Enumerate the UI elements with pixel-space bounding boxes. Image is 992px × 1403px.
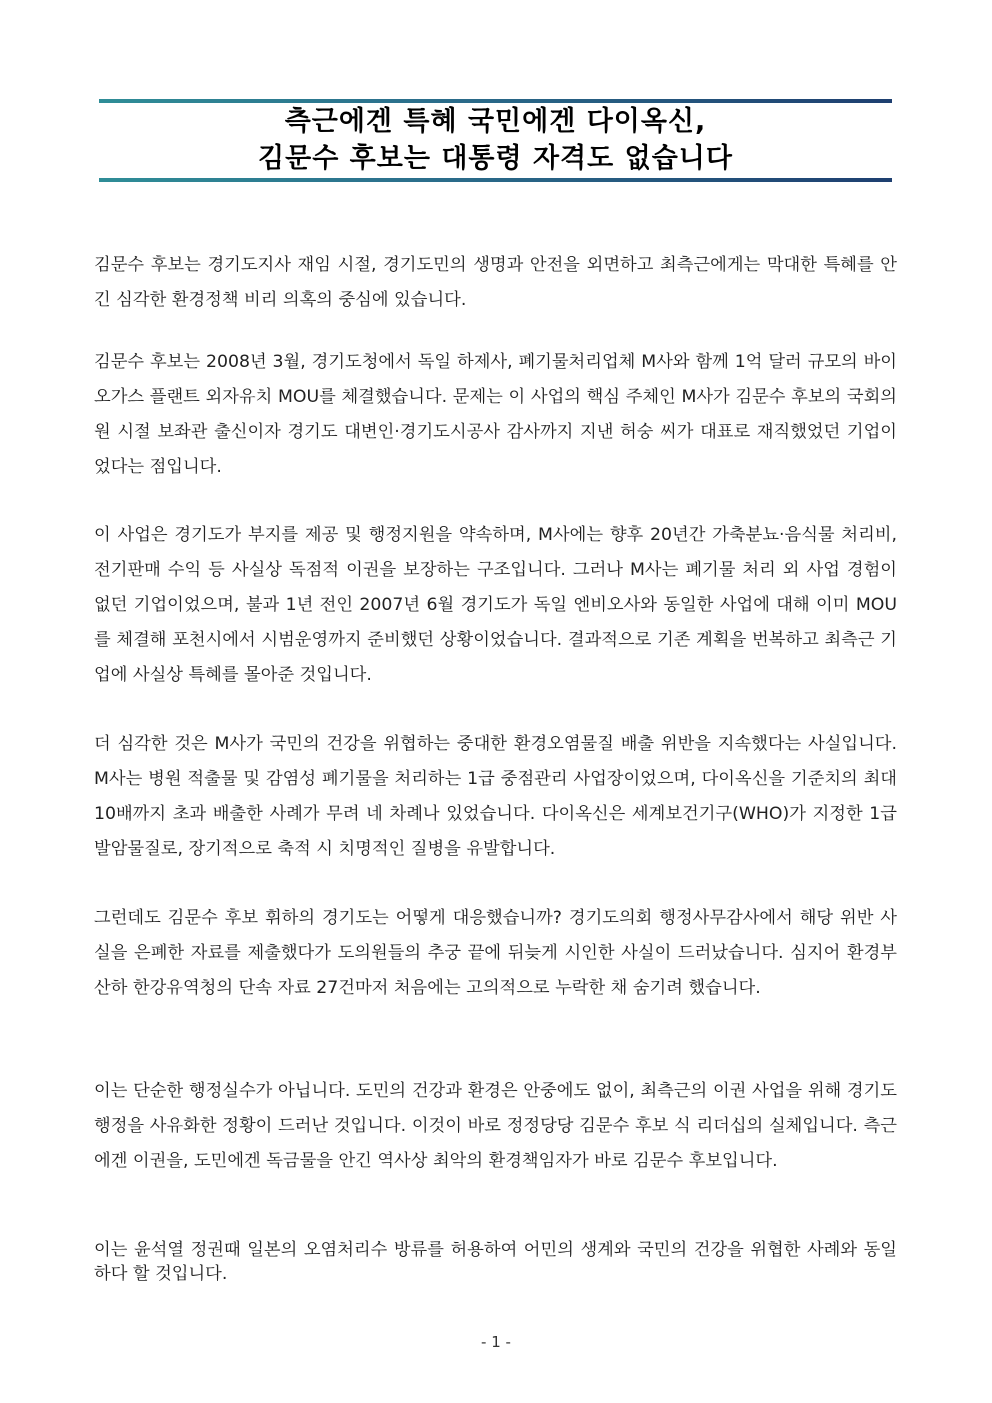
- page-number: - 1 -: [481, 1333, 511, 1351]
- paragraph-2: 김문수 후보는 2008년 3월, 경기도청에서 독일 하제사, 폐기물처리업체 M사와 함께 1억 달러 규모의 바이오가스 플랜트 외자유치 MOU를 체결했습니다. 문제는 이 사업의 핵심 주체인 M사가 김문수 후보의 국회의원 시절 보좌관 출신이자 경기도 대변인·경기도시공사 감사까지 지낸 허숭 씨가 대표로 재직했었던 기업이었다는 점입니다.: [94, 352, 897, 477]
- paragraph-6: 이는 단순한 행정실수가 아닙니다. 도민의 건강과 환경은 안중에도 없이, 최측근의 이권 사업을 위해 경기도 행정을 사유화한 정황이 드러난 것입니다. 이것이 바로 정정당당 김문수 후보 식 리더십의 실체입니다. 측근에겐 이권을, 도민에겐 독금물을 안긴 역사상 최악의 환경책임자가 바로 김문수 후보입니다.: [94, 1081, 897, 1171]
- paragraph-4: 더 심각한 것은 M사가 국민의 건강을 위협하는 중대한 환경오염물질 배출 위반을 지속했다는 사실입니다. M사는 병원 적출물 및 감염성 폐기물을 처리하는 1급 중점관리 사업장이었으며, 다이옥신을 기준치의 최대 10배까지 초과 배출한 사례가 무려 네 차례나 있었습니다. 다이옥신은 세계보건기구(WHO)가 지정한 1급 발암물질로, 장기적으로 축적 시 치명적인 질병을 유발합니다.: [94, 734, 897, 859]
- paragraph-3: 이 사업은 경기도가 부지를 제공 및 행정지원을 약속하며, M사에는 향후 20년간 가축분뇨·음식물 처리비, 전기판매 수익 등 사실상 독점적 이권을 보장하는 구조입니다. 그러나 M사는 폐기물 처리 외 사업 경험이 없던 기업이었으며, 불과 1년 전인 2007년 6월 경기도가 독일 엔비오사와 동일한 사업에 대해 이미 MOU를 체결해 포천시에서 시범운영까지 준비했던 상황이었습니다. 결과적으로 기존 계획을 번복하고 최측근 기업에 사실상 특혜를 몰아준 것입니다.: [94, 525, 897, 685]
- title-bottom-rule: [99, 178, 892, 182]
- page-title-line-1: 측근에겐 특혜 국민에겐 다이옥신,: [284, 106, 707, 137]
- page-title-line-2: 김문수 후보는 대통령 자격도 없습니다: [258, 143, 733, 174]
- paragraph-7: 이는 윤석열 정권때 일본의 오염처리수 방류를 허용하여 어민의 생계와 국민의 건강을 위협한 사례와 동일하다 할 것입니다.: [94, 1240, 897, 1284]
- paragraph-5: 그런데도 김문수 후보 휘하의 경기도는 어떻게 대응했습니까? 경기도의회 행정사무감사에서 해당 위반 사실을 은폐한 자료를 제출했다가 도의원들의 추궁 끝에 뒤늦게 시인한 사실이 드러났습니다. 심지어 환경부 산하 한강유역청의 단속 자료 27건마저 처음에는 고의적으로 누락한 채 숨기려 했습니다.: [94, 908, 897, 998]
- paragraph-1: 김문수 후보는 경기도지사 재임 시절, 경기도민의 생명과 안전을 외면하고 최측근에게는 막대한 특혜를 안긴 심각한 환경정책 비리 의혹의 중심에 있습니다.: [94, 255, 897, 310]
- title-block: [99, 99, 892, 184]
- title-top-rule: [99, 99, 892, 103]
